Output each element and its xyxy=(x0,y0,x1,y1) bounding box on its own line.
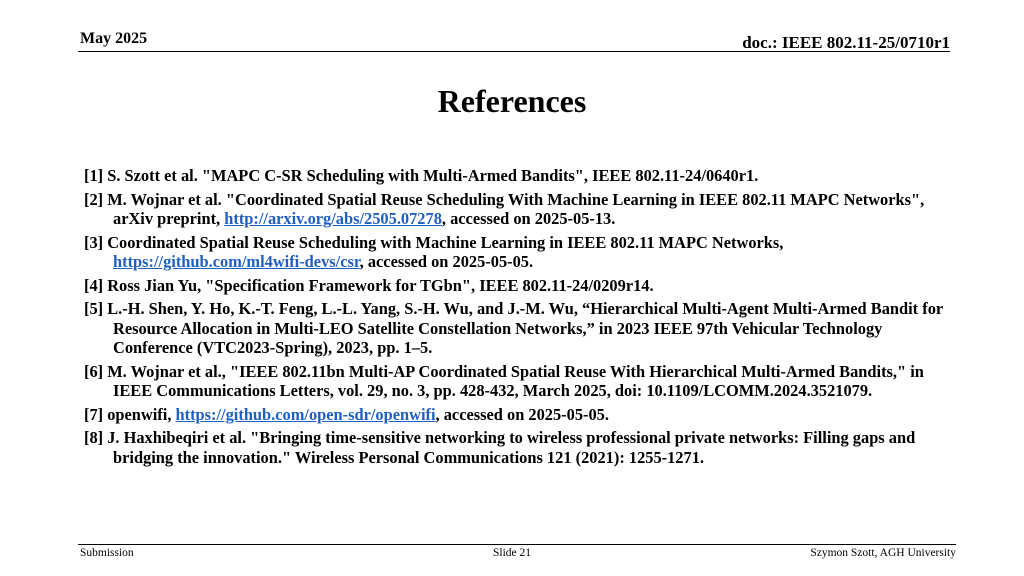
reference-text-after: , accessed on 2025-05-05. xyxy=(359,252,534,271)
reference-text: [4] Ross Jian Yu, "Specification Framework for TGbn", IEEE 802.11-24/0209r14. xyxy=(84,275,654,295)
reference-text: [2] M. Wojnar et al. "Coordinated Spatial Reuse Scheduling With Machine Learning in IEEE 802.11 MAPC Networks", arXiv preprint, xyxy=(84,189,925,228)
reference-item-4 xyxy=(84,276,954,296)
slide-title: References xyxy=(437,83,587,119)
document-id: doc.: IEEE 802.11-25/0710r1 xyxy=(742,33,950,52)
github-csr-link[interactable]: https://github.com/ml4wifi-devs/csr xyxy=(113,252,360,271)
reference-text: [5] L.-H. Shen, Y. Ho, K.-T. Feng, L.-L. Yang, S.-H. Wu, and J.-M. Wu, “Hierarchical Multi-Agent Multi-Armed Bandit for Resource Allocation in Multi-LEO Satellite Constellation Networks,” in 2023 IEEE 97th Vehicular Technology Conference (VTC2023-Spring), 2023, pp. 1–5. xyxy=(84,299,943,357)
reference-text: [8] J. Haxhibeqiri et al. "Bringing time-sensitive networking to wireless professional private networks: Filling gaps and bridging the innovation." Wireless Personal Communications 121 (2021): 1255-1271. xyxy=(84,428,916,467)
reference-item-7 xyxy=(84,405,954,425)
openwifi-link[interactable]: https://github.com/open-sdr/openwifi xyxy=(175,404,436,424)
reference-item-8 xyxy=(84,428,954,467)
footer-submission: Submission xyxy=(80,547,134,559)
reference-text-after: , accessed on 2025-05-13. xyxy=(441,209,616,228)
footer-divider xyxy=(78,544,956,545)
reference-text: [3] Coordinated Spatial Reuse Scheduling with Machine Learning in IEEE 802.11 MAPC Networks, xyxy=(84,232,784,252)
reference-text-after: , accessed on 2025-05-05. xyxy=(435,404,609,424)
footer-author: Szymon Szott, AGH University xyxy=(810,547,956,559)
reference-item-3 xyxy=(84,233,954,272)
reference-text: [7] openwifi, xyxy=(84,404,176,424)
reference-item-5 xyxy=(84,299,954,358)
reference-item-2 xyxy=(84,190,954,229)
reference-text: [6] M. Wojnar et al., "IEEE 802.11bn Multi-AP Coordinated Spatial Reuse With Hierarchical Multi-Armed Bandits," in IEEE Communications Letters, vol. 29, no. 3, pp. 428-432, March 2025, doi: 10.1109/LCOMM.2024.3521079. xyxy=(84,361,924,400)
header-divider xyxy=(78,51,950,52)
arxiv-link[interactable]: http://arxiv.org/abs/2505.07278 xyxy=(224,209,442,228)
slide-number: Slide 21 xyxy=(492,547,531,559)
reference-text: [1] S. Szott et al. "MAPC C-SR Scheduling with Multi-Armed Bandits", IEEE 802.11-24/0640r1. xyxy=(84,166,759,185)
reference-list xyxy=(84,166,954,471)
reference-item-6 xyxy=(84,362,954,401)
reference-item-1 xyxy=(84,166,954,186)
header-date: May 2025 xyxy=(80,30,148,47)
